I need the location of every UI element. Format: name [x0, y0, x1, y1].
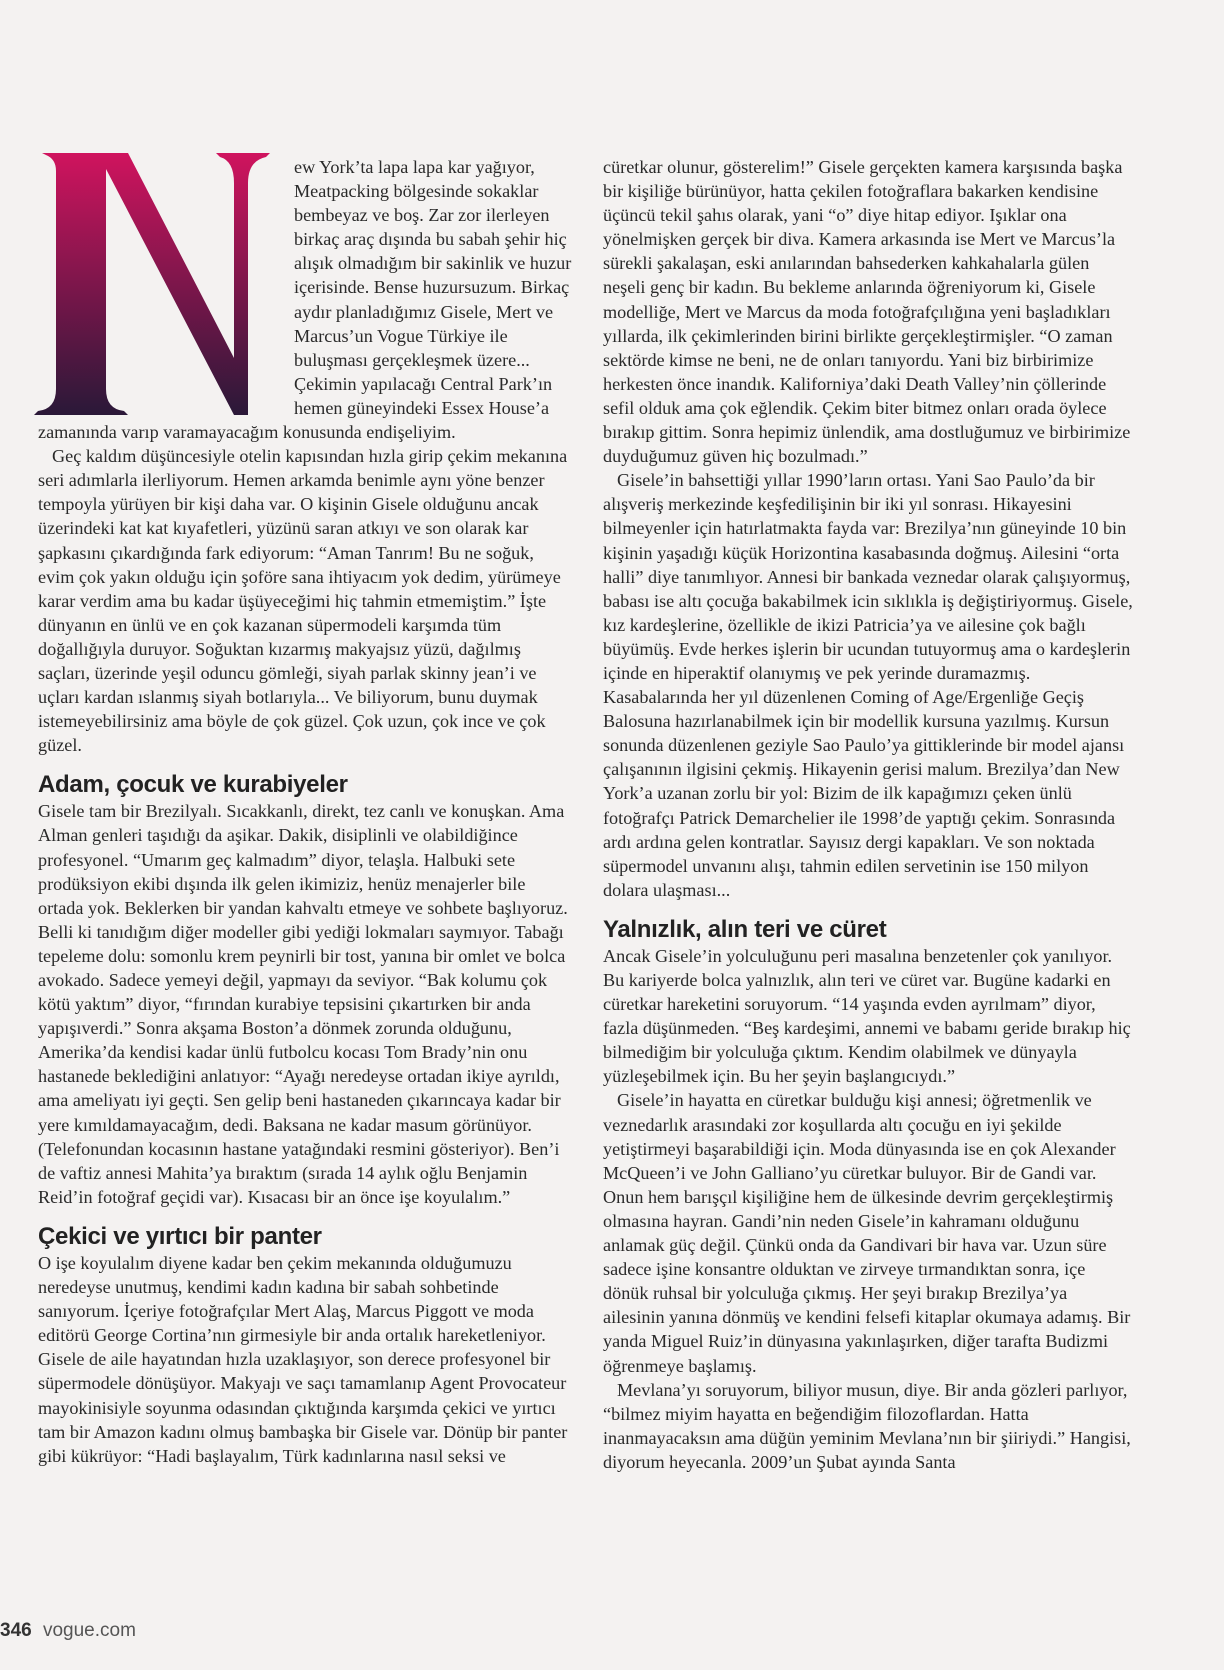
- page-number: 346: [0, 1620, 32, 1641]
- left-column: [38, 155, 572, 1468]
- section-heading: Çekici ve yırtıcı bir panter: [38, 1222, 322, 1250]
- site-name: vogue.com: [42, 1620, 136, 1641]
- body-paragraph: Ancak Gisele’in yolculuğunu peri masalına benzetenler çok yanılıyor. Bu kariyerde bolca yalnızlık, alın teri ve cüret var. Bugüne kadarki en cüretkar hareketini soruyorum. “14 yaşında evden ayrılmam” diyor, fazla düşünmeden. “Beş kardeşimi, annemi ve babamı geride bırakıp hiç bilmediğim bir yolculuğa çıktım. Kendim olabilmek ve dünyayla yüzleşebilmek için. Bu her şeyin başlangıcıydı.”: [603, 945, 1131, 1087]
- body-paragraph: Gisele’in hayatta en cüretkar bulduğu kişi annesi; öğretmenlik ve veznedarlık arasındaki zor koşullarda altı çocuğu en iyi şekilde yetiştirmeyi başarabildiği için. Moda dünyasında ise en çok Alexander McQueen’i ve John Galliano’yu cüretkar buluyor. Bir de Gandi var. Onun hem barışçıl kişiliğine hem de ülkesinde devrim gerçekleştirmiş olmasına hayran. Gandi’nin neden Gisele’in kahramanı olduğunu anlamak güç değil. Çünkü onda da Gandivari bir hava var. Uzun süre sadece işine konsantre olduktan ve zirveye tırmandıktan sonra, içe dönük ruhsal bir yolculuğa çıkmış. Her şeyi bırakıp Brezilya’ya ailesinin yanına dönmüş ve kendini felsefi kitaplar okumaya adamış. Bir yanda Miguel Ruiz’in dünyasına yakınlaşırken, diğer tarafta Budizmi öğrenmeye başlamış.: [603, 1090, 1131, 1376]
- dropcap-letter-n: [34, 153, 284, 418]
- body-paragraph: O işe koyulalım diyene kadar ben çekim mekanında olduğumuzu neredeyse unutmuş, kendimi kadın kadına bir sabah sohbetinde sanıyorum. İçeriye fotoğrafçılar Mert Alaş, Marcus Piggott ve moda editörü George Cortina’nın girmesiyle bir anda ortalık hareketleniyor. Gisele de aile hayatından hızla uzaklaşıyor, son derece profesyonel bir süpermodele dönüşüyor. Makyajı ve saçı tamamlanıp Agent Provocateur mayokinisiyle soyunma odasından çıktığında karşımda çekici ve yırtıcı tam bir Amazon kadını olmuş bambaşka bir Gisele var. Dönüp bir panter gibi kükrüyor: “Hadi başlayalım, Türk kadınlarına nasıl seksi ve: [38, 1252, 568, 1466]
- body-paragraph: Geç kaldım düşüncesiyle otelin kapısından hızla girip çekim mekanına seri adımlarla ilerliyorum. Hemen arkamda benimle aynı yöne benzer tempoyla yürüyen bir kişi daha var. O kişinin Gisele olduğunu ancak üzerindeki kat kat kıyafetleri, yüzünü saran atkıyı ve son olarak kar şapkasını çıkardığında fark ediyorum: “Aman Tanrım! Bu ne soğuk, evim çok yakın olduğu için şoföre sana ihtiyacım yok dedim, yürümeye karar verdim ama bu kadar üşüyeceğimi hiç tahmin etmemiştim.” İşte dünyanın en ünlü ve en çok kazanan süpermodeli karşımda tüm doğallığıyla duruyor. Soğuktan kızarmış makyajsız yüzü, dağılmış saçları, üzerinde yeşil oduncu gömleği, siyah parlak skinny jean’i ve uçları kardan ıslanmış siyah botlarıyla... Ve biliyorum, bunu duymak istemeyebilirsiniz ama böyle de çok güzel. Çok uzun, çok ince ve çok güzel.: [38, 446, 568, 756]
- intro-paragraph: ew York’ta lapa lapa kar yağıyor, Meatpacking bölgesinde sokaklar bembeyaz ve boş. Zar zor ilerleyen birkaç araç dışında bu sabah şehir hiç alışık olmadığım bir sakinlik ve huzur içerisinde. Bense huzursuzum. Birkaç aydır planladığımız Gisele, Mert ve Marcus’un Vogue Türkiye ile buluşması gerçekleşmek üzere... Çekimin yapılacağı Central Park’ın hemen güneyindeki Essex House’a zamanında varıp varamayacağım konusunda endişeliyim.: [38, 157, 572, 443]
- page-footer: [0, 1620, 136, 1642]
- body-paragraph: Gisele tam bir Brezilyalı. Sıcakkanlı, direkt, tez canlı ve konuşkan. Ama Alman genleri taşıdığı da aşikar. Dakik, disiplinli ve olabildiğince profesyonel. “Umarım geç kalmadım” diyor, telaşla. Halbuki sete prodüksiyon ekibi dışında ilk gelen ikimiziz, henüz menajerler bile ortada yok. Beklerken bir yandan kahvaltı etmeye ve sohbete başlıyoruz. Belli ki tanıdığım diğer modeller gibi yediği lokmaları saymıyor. Tabağı tepeleme dolu: somonlu krem peynirli bir tost, yanına bir omlet ve bolca avokado. Sadece yemeyi değil, yapmayı da seviyor. “Bak kolumu çok kötü yaktım” diyor, “fırından kurabiye tepsisini çıkartırken bir anda yapışıverdi.” Sonra akşama Boston’a dönmek zorunda olduğunu, Amerika’da kendisi kadar ünlü futbolcu kocası Tom Brady’nin onu hastanede beklediğini anlatıyor: “Ayağı neredeyse ortadan ikiye ayrıldı, ama ameliyatı iyi geçti. Sen gelip beni hastaneden çıkarıncaya kadar bir yere kımıldamayacağım, dedi. Baksana ne kadar masum görünüyor. (Telefonundan kocasının hastane yatağındaki resmini gösteriyor). Ben’i de vaftiz annesi Mahita’ya bıraktım (sırada 14 aylık oğlu Benjamin Reid’in fotoğraf geçidi var). Kısacası bir an önce işe koyulalım.”: [38, 801, 568, 1207]
- section-heading: Adam, çocuk ve kurabiyeler: [38, 771, 348, 799]
- body-paragraph: Mevlana’yı soruyorum, biliyor musun, diye. Bir anda gözleri parlıyor, “bilmez miyim hayatta en beğendiğim filozoflardan. Hatta inanmayacaksın ama düğün yeminim Mevlana’nın bir şiiriydi.” Hangisi, diyorum heyecanla. 2009’un Şubat ayında Santa: [603, 1379, 1131, 1472]
- body-paragraph: cüretkar olunur, gösterelim!” Gisele gerçekten kamera karşısında başka bir kişiliğe bürünüyor, hatta çekilen fotoğraflara bakarken kendisine üçüncü tekil şahıs olarak, yani “o” diye hitap ediyor. Işıklar ona yönelmişken gerçek bir diva. Kamera arkasında ise Mert ve Marcus’la sürekli şakalaşan, eski anılarından bahsederken kahkahalarla gülen neşeli genç bir kadın. Bu bekleme anlarında öğreniyorum ki, Gisele modelliğe, Mert ve Marcus da moda fotoğrafçılığına yeni başladıkları yıllarda, ilk çekimlerinden birini birlikte gerçekleştirmişler. “O zaman sektörde kimse ne beni, ne de onları tanıyordu. Yani biz birbirimize herkesten önce inandık. Kaliforniya’daki Death Valley’nin çöllerinde sefil olduk ama çok eğlendik. Çekim biter bitmez onları orada öylece bırakıp gittim. Sonra hepimiz ünlendik, ama dostluğumuz ve birbirimize duyduğumuz güven hiç bozulmadı.”: [603, 157, 1131, 467]
- dropcap: [34, 153, 284, 418]
- section-heading: Yalnızlık, alın teri ve cüret: [603, 915, 887, 943]
- body-paragraph: Gisele’in bahsettiği yıllar 1990’ların ortası. Yani Sao Paulo’da bir alışveriş merkezinde keşfedilişinin bir iki yıl sonrası. Hikayesini bilmeyenler için hatırlatmakta fayda var: Brezilya’nın güneyinde 10 bin kişinin yaşadığı küçük Horizontina kasabasında doğmuş. Ailesini “orta halli” diye tanımlıyor. Annesi bir bankada veznedar olarak çalışıyormuş, babası ise altı çocuğa bakabilmek icin sıklıkla iş değiştiriyormuş. Gisele, kız kardeşlerine, özellikle de ikizi Patricia’ya ve ailesine çok bağlı büyümüş. Evde herkes işlerin bir ucundan tutuyormuş ama o kardeşlerin içinde en hiperaktif olanıymış ve pek yerinde duramazmış. Kasabalarında her yıl düzenlenen Coming of Age/Ergenliğe Geçiş Balosuna hazırlanabilmek için bir modellik kursuna yazılmış. Kursun sonunda düzenlenen geziyle Sao Paulo’ya gittiklerinde bir model ajansı çalışanının ilgisini çekmiş. Hikayenin gerisi malum. Brezilya’dan New York’a uzanan zorlu bir yol: Bizim de ilk kapağımızı çeken ünlü fotoğrafçı Patrick Demarchelier ile 1998’de yaptığı çekim. Sonrasında ardı ardına gelen kontratlar. Sayısız dergi kapakları. Ve son noktada süpermodel unvanını alışı, tahmin edilen servetinin ise 150 milyon dolara ulaşması...: [603, 470, 1133, 900]
- right-column: [603, 155, 1133, 1474]
